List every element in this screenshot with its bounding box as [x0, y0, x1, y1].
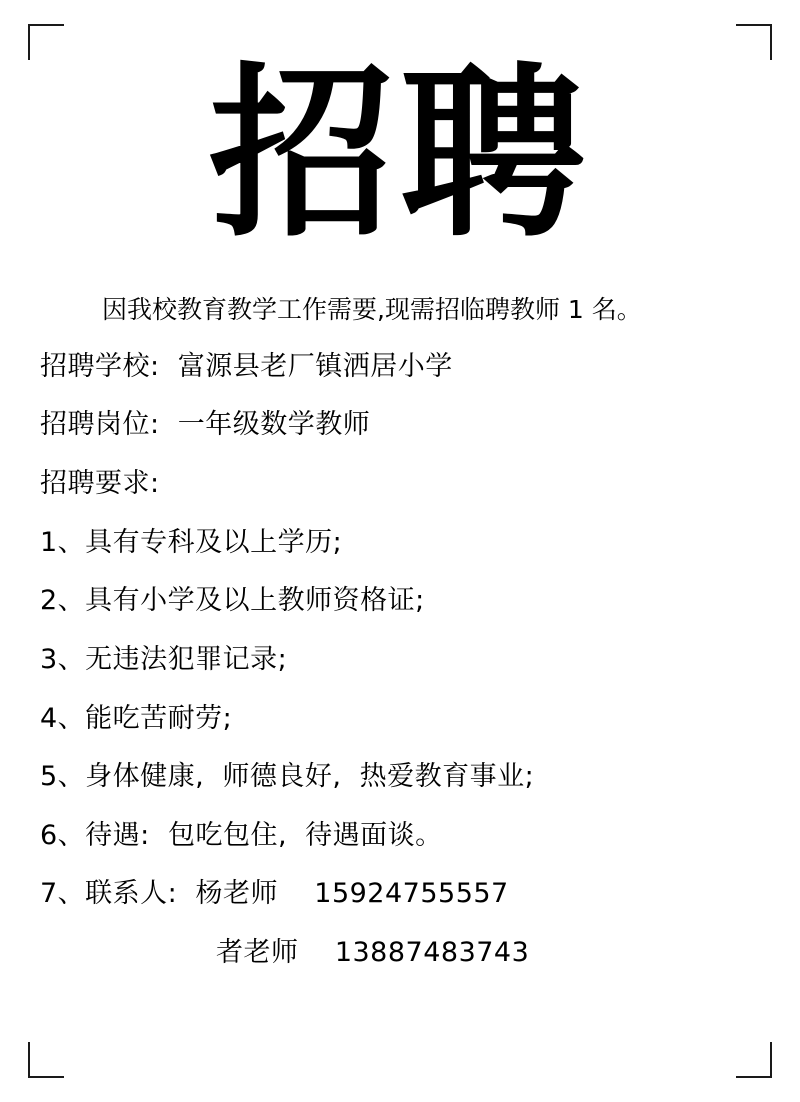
crop-mark-top-left — [28, 24, 64, 60]
requirement-item-2: 2、具有小学及以上教师资格证; — [40, 585, 425, 617]
requirement-item-1: 1、具有专科及以上学历; — [40, 526, 343, 558]
contact-secondary: 者老师 13887483743 — [216, 937, 530, 968]
requirement-item-5: 5、身体健康, 师德良好, 热爱教育事业; — [40, 761, 535, 793]
crop-mark-bottom-right — [736, 1042, 772, 1078]
intro-paragraph: 因我校教育教学工作需要,现需招临聘教师 1 名。 — [102, 295, 642, 324]
field-position: 招聘岗位: 一年级数学教师 — [40, 409, 371, 441]
page-title: 招聘 — [209, 46, 591, 262]
field-requirements-heading: 招聘要求: — [40, 468, 160, 499]
requirement-item-7-contact: 7、联系人: 杨老师 15924755557 — [40, 878, 509, 910]
crop-mark-top-right — [736, 24, 772, 60]
field-school: 招聘学校: 富源县老厂镇洒居小学 — [40, 350, 453, 382]
poster-body — [0, 293, 800, 971]
requirement-item-6: 6、待遇: 包吃包住, 待遇面谈。 — [40, 819, 443, 851]
requirement-item-3: 3、无违法犯罪记录; — [40, 643, 288, 675]
requirement-item-4: 4、能吃苦耐劳; — [40, 702, 233, 734]
crop-mark-bottom-left — [28, 1042, 64, 1078]
